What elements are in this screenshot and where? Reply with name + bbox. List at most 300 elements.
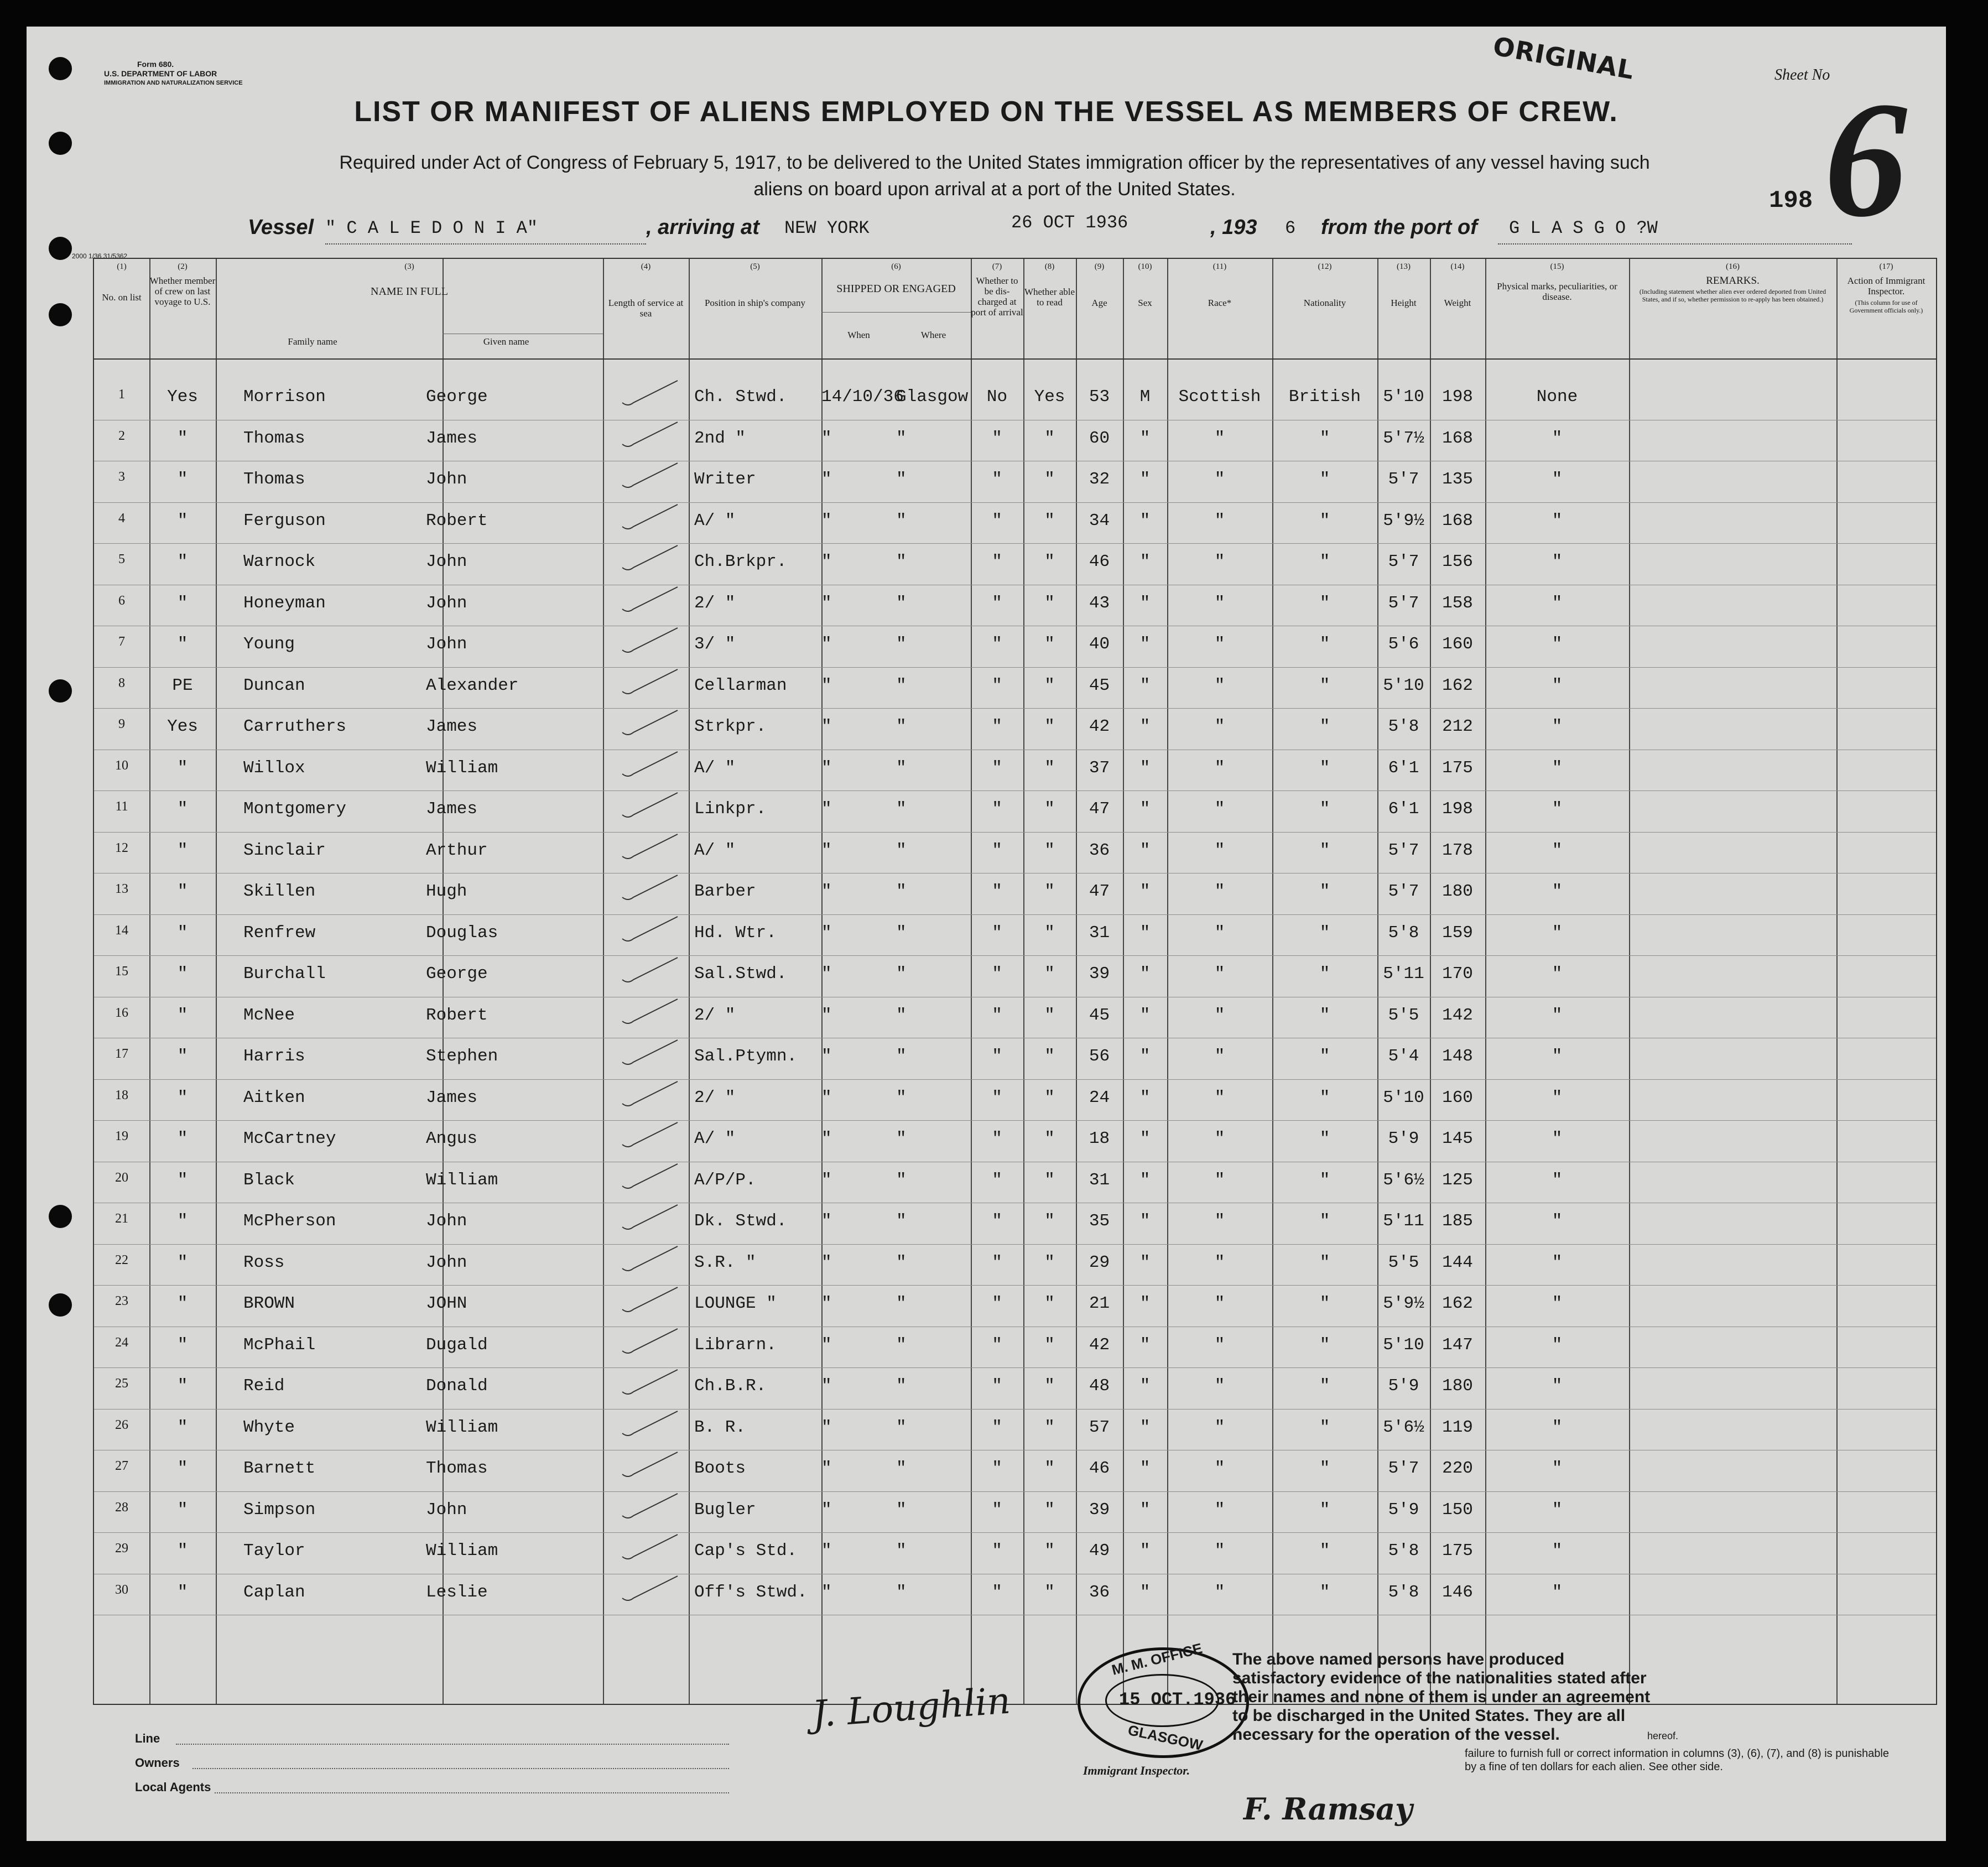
crew-last-voyage: " — [177, 1376, 188, 1396]
service-checkmark — [611, 829, 689, 862]
sex: " — [1139, 799, 1151, 819]
race: " — [1214, 882, 1225, 901]
discharged: " — [992, 552, 1002, 571]
owners-field — [192, 1768, 729, 1769]
shipped-when: 14/10/36 — [821, 387, 904, 407]
crew-last-voyage: " — [177, 552, 188, 571]
height: 5'5 — [1388, 1005, 1419, 1025]
table-row — [94, 1246, 1936, 1288]
table-row — [94, 958, 1936, 999]
given-name: John — [426, 593, 467, 613]
age: 49 — [1089, 1541, 1110, 1561]
original-mark: ORIGINAL — [1491, 31, 1637, 85]
physical-marks: " — [1552, 635, 1563, 654]
able-to-read: " — [1044, 552, 1055, 571]
discharged: " — [992, 1417, 1002, 1437]
shipped-where: " — [896, 1376, 907, 1396]
family-name: Thomas — [243, 470, 305, 489]
discharged: " — [992, 923, 1002, 943]
table-row — [94, 793, 1936, 834]
shipped-when: " — [821, 428, 832, 448]
discharged: " — [992, 1088, 1002, 1107]
height: 5'9½ — [1383, 1294, 1424, 1313]
sex: M — [1139, 387, 1151, 407]
from-port: G L A S G O ?W — [1509, 218, 1658, 238]
race: " — [1214, 1294, 1225, 1313]
crew-last-voyage: " — [177, 1129, 188, 1148]
col-race-header: Race* — [1208, 298, 1232, 308]
vessel-underline — [325, 243, 646, 245]
height: 5'9 — [1388, 1376, 1419, 1396]
family-name: Taylor — [243, 1541, 305, 1561]
discharged: " — [992, 1335, 1002, 1355]
discharged: " — [992, 428, 1002, 448]
discharged: " — [992, 1294, 1002, 1313]
weight: 198 — [1442, 387, 1473, 407]
discharged: " — [992, 1129, 1002, 1148]
family-name: Whyte — [243, 1417, 295, 1437]
physical-marks: " — [1552, 511, 1563, 531]
given-name: Robert — [426, 1005, 488, 1025]
sex: " — [1139, 1047, 1151, 1066]
sex: " — [1139, 635, 1151, 654]
table-row — [94, 422, 1936, 464]
print-code: 2000 1/36 31/5362 — [72, 252, 128, 260]
height: 5'9 — [1388, 1129, 1419, 1148]
shipped-when: " — [821, 717, 832, 736]
sex: " — [1139, 1500, 1151, 1520]
discharged: " — [992, 635, 1002, 654]
punch-hole — [49, 57, 72, 80]
sex: " — [1139, 1252, 1151, 1272]
discharged: " — [992, 470, 1002, 489]
given-name: John — [426, 635, 467, 654]
nationality: " — [1319, 470, 1330, 489]
nationality: " — [1319, 1047, 1330, 1066]
row-number: 15 — [115, 964, 128, 979]
row-number: 21 — [115, 1211, 128, 1226]
age: 42 — [1089, 1335, 1110, 1355]
height: 5'11 — [1383, 1211, 1424, 1231]
discharged: " — [992, 593, 1002, 613]
row-number: 4 — [118, 511, 125, 526]
height: 5'10 — [1383, 1335, 1424, 1355]
race: " — [1214, 1500, 1225, 1520]
height: 5'9 — [1388, 1500, 1419, 1520]
family-name: Morrison — [243, 387, 326, 407]
position: LOUNGE " — [694, 1294, 777, 1313]
row-number: 12 — [115, 840, 128, 855]
shipped-when: " — [821, 1582, 832, 1602]
crew-last-voyage: " — [177, 964, 188, 984]
shipped-where: " — [896, 428, 907, 448]
shipped-where: " — [896, 1500, 907, 1520]
weight: 180 — [1442, 882, 1473, 901]
table-row — [94, 999, 1936, 1041]
able-to-read: " — [1044, 882, 1055, 901]
family-name: Warnock — [243, 552, 316, 571]
shipped-when: " — [821, 1541, 832, 1561]
race: " — [1214, 758, 1225, 778]
race: " — [1214, 799, 1225, 819]
given-name: William — [426, 1170, 498, 1190]
shipped-where: " — [896, 1335, 907, 1355]
physical-marks: " — [1552, 882, 1563, 901]
age: 56 — [1089, 1047, 1110, 1066]
given-name: James — [426, 799, 478, 819]
service-checkmark — [611, 1076, 689, 1109]
from-port-underline — [1498, 243, 1852, 245]
crew-last-voyage: PE — [172, 675, 193, 695]
weight: 142 — [1442, 1005, 1473, 1025]
age: 39 — [1089, 964, 1110, 984]
col-read-header: Whether able to read — [1024, 287, 1075, 308]
shipped-when: " — [821, 511, 832, 531]
stamp-bottom-text: GLASGOW — [1126, 1722, 1204, 1754]
table-row — [94, 710, 1936, 752]
family-name: Young — [243, 635, 295, 654]
crew-last-voyage: " — [177, 1459, 188, 1478]
page-number: 198 — [1769, 187, 1813, 215]
given-name: John — [426, 552, 467, 571]
weight: 156 — [1442, 552, 1473, 571]
physical-marks: " — [1552, 428, 1563, 448]
given-name: George — [426, 387, 488, 407]
vessel-name: " C A L E D O N I A" — [325, 218, 538, 238]
race: " — [1214, 1005, 1225, 1025]
nationality: " — [1319, 799, 1330, 819]
shipped-where: " — [896, 799, 907, 819]
race: " — [1214, 1335, 1225, 1355]
shipped-where: " — [896, 1294, 907, 1313]
punch-hole — [49, 237, 72, 260]
given-name: Hugh — [426, 882, 467, 901]
fine-prefix: hereof. — [1647, 1730, 1679, 1741]
position: Ch.B.R. — [694, 1376, 767, 1396]
family-name: Simpson — [243, 1500, 316, 1520]
sex: " — [1139, 1459, 1151, 1478]
shipped-where: " — [896, 923, 907, 943]
able-to-read: " — [1044, 717, 1055, 736]
row-number: 3 — [118, 470, 125, 484]
age: 42 — [1089, 717, 1110, 736]
shipped-where: " — [896, 717, 907, 736]
able-to-read: " — [1044, 1252, 1055, 1272]
physical-marks: " — [1552, 799, 1563, 819]
able-to-read: " — [1044, 1129, 1055, 1148]
race: " — [1214, 1376, 1225, 1396]
height: 5'8 — [1388, 717, 1419, 736]
race: " — [1214, 593, 1225, 613]
table-row — [94, 669, 1936, 711]
table-row — [94, 875, 1936, 917]
shipped-when: " — [821, 923, 832, 943]
shipped-where: " — [896, 1459, 907, 1478]
shipped-where: " — [896, 470, 907, 489]
shipped-when: " — [821, 1129, 832, 1148]
weight: 180 — [1442, 1376, 1473, 1396]
height: 5'10 — [1383, 387, 1424, 407]
service-checkmark — [611, 1199, 689, 1232]
row-number: 26 — [115, 1417, 128, 1432]
table-row — [94, 1287, 1936, 1329]
able-to-read: " — [1044, 1541, 1055, 1561]
discharged: " — [992, 964, 1002, 984]
discharged: " — [992, 882, 1002, 901]
sex: " — [1139, 1376, 1151, 1396]
position: Sal.Stwd. — [694, 964, 787, 984]
able-to-read: " — [1044, 1294, 1055, 1313]
height: 5'7½ — [1383, 428, 1424, 448]
discharged: " — [992, 1376, 1002, 1396]
punch-hole — [49, 679, 72, 703]
sex: " — [1139, 470, 1151, 489]
family-name: Duncan — [243, 675, 305, 695]
weight: 212 — [1442, 717, 1473, 736]
row-number: 23 — [115, 1294, 128, 1308]
shipped-where: " — [896, 1005, 907, 1025]
shipped-when: " — [821, 1047, 832, 1066]
given-name: William — [426, 1541, 498, 1561]
service-checkmark — [611, 952, 689, 985]
given-name: Robert — [426, 511, 488, 531]
table-row — [94, 1329, 1936, 1370]
race: " — [1214, 1252, 1225, 1272]
col-remarks-header: REMARKS. — [1706, 275, 1760, 287]
age: 57 — [1089, 1417, 1110, 1437]
able-to-read: " — [1044, 799, 1055, 819]
nationality: " — [1319, 882, 1330, 901]
row-number: 22 — [115, 1252, 128, 1267]
given-name: William — [426, 1417, 498, 1437]
crew-table: (1) (2) (3) (4) (5) (6) (7) (8) (9) (10) (11) (12) (13) (14) (15) (16) (17) No. on list Whether member of crew on last voyage to U.S. NAME IN FULL Family name Given name Length of service at sea Position in ship's company SHIPPED OR ENGAGED When Where Whether to be dis-charged at port of arrival Whether able to read Age Sex Race* Nationality Height Weight Physical marks, peculiarities, or disease. REMARKS. (Including statement whether alien ever ordered deported from United States, and if so, whether permission to re-apply has been obtained.) Action of Immigrant Inspector. (This column for use of Government officials only.) 1 Yes Morrison George Ch. Stwd. 14/10/36 Glasgow No Yes 53 M Scottish British 5'10 198 None 2 " Thomas James 2nd " " " " " 60 " " " 5'7½ 168 " 3 " Thomas John Writer " " " " 32 " " " 5'7 135 " 4 " Ferguson Robert A/ " " " " " 34 " " " 5'9½ 168 " 5 " Warnock John Ch.Brkpr. " " " " 46 " " " 5'7 156 " 6 " Honeyman John 2/ " " " " " 43 " " " 5'7 158 " 7 " Young John 3/ " " " " " 40 " " " 5'6 160 " 8 PE Duncan Alexander Cellarman " " " " 45 " " " 5'10 162 " 9 Yes Carruthers James Strkpr. " " " " 42 " " " 5'8 212 " 10 " Willox William A/ " " " " " 37 " " " 6'1 175 " 11 " Montgomery James Linkpr. " " " " 47 " " " 6'1 198 " 12 " Sinclair Arthur A/ " " " " " 36 " " " 5'7 178 " 13 " Skillen Hugh Barber " " " " 47 " " " 5'7 180 " 14 " Renfrew Douglas Hd. Wtr. " " " " 31 " " " 5'8 159 " 15 " Burchall George Sal.Stwd. " " " " 39 " " " 5'11 170 " 16 " McNee Robert 2/ " " " " " 45 " " " 5'5 142 " 17 " Harris Stephen Sal.Ptymn. " " " " 56 " " " 5'4 148 " 18 " Aitken James 2/ " " " " " 24 " " " 5'10 160 " 19 " McCartney Angus A/ " " " " " 18 " " " 5'9 145 " 20 " Black William A/P/P. " " " " 31 " " " 5'6½ 125 " 21 " McPherson John Dk. Stwd. " " " " 35 " " " 5'11 185 " 22 " Ross John S.R. " " " " " 29 " " " 5'5 144 " 23 " BROWN JOHN LOUNGE " " " " " 21 " " " 5'9½ 162 " 24 " McPhail Dugald Librarn. " " " " 42 " " " 5'10 147 " 25 " Reid Donald Ch.B.R. " " " " 48 " " " 5'9 180 " 26 " Whyte William B. R. " " " " 57 " " " 5'6½ 119 " 27 " Barnett Thomas Boots " " " " 46 " " " 5'7 220 " 28 " Simpson John Bugler " " " " 39 " " " 5'9 150 " 29 " Taylor William Cap's Std. " " " " 49 " " " 5'8 175 " 30 " Caplan Leslie Off's Stwd. " " " " 36 " " " 5'8 146 " — [93, 258, 1937, 1705]
sheet-label: Sheet No — [1774, 66, 1830, 84]
table-row — [94, 1370, 1936, 1411]
shipped-where: " — [896, 675, 907, 695]
height: 5'6½ — [1383, 1417, 1424, 1437]
physical-marks: " — [1552, 675, 1563, 695]
given-name: Angus — [426, 1129, 478, 1148]
family-name: McPherson — [243, 1211, 336, 1231]
table-row — [94, 1205, 1936, 1246]
age: 24 — [1089, 1088, 1110, 1107]
given-name: Donald — [426, 1376, 488, 1396]
nationality: " — [1319, 1294, 1330, 1313]
weight: 119 — [1442, 1417, 1473, 1437]
discharged: " — [992, 799, 1002, 819]
service-checkmark — [611, 664, 689, 697]
race: " — [1214, 717, 1225, 736]
physical-marks: " — [1552, 1088, 1563, 1107]
crew-last-voyage: " — [177, 1211, 188, 1231]
family-name: Montgomery — [243, 799, 347, 819]
owners-label: Owners — [135, 1756, 180, 1770]
family-name: McNee — [243, 1005, 295, 1025]
position: Boots — [694, 1459, 746, 1478]
row-number: 17 — [115, 1047, 128, 1061]
able-to-read: " — [1044, 1500, 1055, 1520]
shipped-where: " — [896, 1541, 907, 1561]
able-to-read: " — [1044, 1170, 1055, 1190]
row-number: 16 — [115, 1005, 128, 1020]
given-name: James — [426, 1088, 478, 1107]
shipped-where: " — [896, 593, 907, 613]
table-row — [94, 587, 1936, 628]
able-to-read: " — [1044, 1047, 1055, 1066]
crew-last-voyage: " — [177, 428, 188, 448]
crew-last-voyage: " — [177, 1582, 188, 1602]
family-name: Honeyman — [243, 593, 326, 613]
race: " — [1214, 923, 1225, 943]
crew-last-voyage: " — [177, 1088, 188, 1107]
race: " — [1214, 428, 1225, 448]
weight: 150 — [1442, 1500, 1473, 1520]
race: Scottish — [1178, 387, 1261, 407]
weight: 148 — [1442, 1047, 1473, 1066]
crew-last-voyage: " — [177, 799, 188, 819]
crew-last-voyage: " — [177, 1541, 188, 1561]
able-to-read: " — [1044, 840, 1055, 860]
sex: " — [1139, 1211, 1151, 1231]
row-number: 11 — [115, 799, 128, 814]
crew-last-voyage: " — [177, 1294, 188, 1313]
position: Librarn. — [694, 1335, 777, 1355]
able-to-read: " — [1044, 675, 1055, 695]
fine-notice: failure to furnish full or correct information in columns (3), (6), (7), and (8) is punishable by a fine of ten dollars for each alien. See other side. — [1465, 1748, 1889, 1773]
given-name: John — [426, 470, 467, 489]
weight: 175 — [1442, 758, 1473, 778]
age: 60 — [1089, 428, 1110, 448]
col-no-header: No. on list — [102, 292, 142, 303]
position: Off's Stwd. — [694, 1582, 808, 1602]
discharged: " — [992, 1047, 1002, 1066]
weight: 125 — [1442, 1170, 1473, 1190]
race: " — [1214, 635, 1225, 654]
col-height-header: Height — [1391, 298, 1417, 308]
row-number: 25 — [115, 1376, 128, 1391]
given-name: John — [426, 1211, 467, 1231]
family-name: Skillen — [243, 882, 316, 901]
position: B. R. — [694, 1417, 746, 1437]
given-name: John — [426, 1500, 467, 1520]
service-checkmark — [611, 1117, 689, 1150]
weight: 146 — [1442, 1582, 1473, 1602]
discharged: " — [992, 1541, 1002, 1561]
table-row — [94, 1164, 1936, 1205]
position: 2/ " — [694, 593, 736, 613]
row-number: 28 — [115, 1500, 128, 1515]
race: " — [1214, 1459, 1225, 1478]
form-identifier — [104, 60, 243, 88]
col-remarks-note: (Including statement whether alien ever ordered deported from United States, and if so, whether permission to re-apply has been obtained.) — [1639, 288, 1826, 303]
nationality: " — [1319, 1500, 1330, 1520]
nationality: " — [1319, 1459, 1330, 1478]
discharged: " — [992, 1211, 1002, 1231]
service-checkmark — [611, 1406, 689, 1439]
position: Cap's Std. — [694, 1541, 798, 1561]
able-to-read: " — [1044, 470, 1055, 489]
physical-marks: " — [1552, 1211, 1563, 1231]
shipped-where: " — [896, 1211, 907, 1231]
shipped-when: " — [821, 1376, 832, 1396]
row-number: 19 — [115, 1129, 128, 1143]
shipped-when: " — [821, 675, 832, 695]
nationality: " — [1319, 1005, 1330, 1025]
age: 18 — [1089, 1129, 1110, 1148]
col-age-header: Age — [1091, 298, 1107, 308]
discharged: " — [992, 1582, 1002, 1602]
position: 2/ " — [694, 1005, 736, 1025]
age: 36 — [1089, 1582, 1110, 1602]
shipped-where: " — [896, 1129, 907, 1148]
crew-last-voyage: " — [177, 593, 188, 613]
sex: " — [1139, 1088, 1151, 1107]
height: 5'8 — [1388, 1541, 1419, 1561]
race: " — [1214, 1211, 1225, 1231]
sex: " — [1139, 1335, 1151, 1355]
discharged: " — [992, 717, 1002, 736]
year-label: , 193 — [1210, 216, 1257, 239]
row-number: 8 — [118, 675, 125, 690]
given-name: JOHN — [426, 1294, 467, 1313]
discharged: " — [992, 758, 1002, 778]
weight: 159 — [1442, 923, 1473, 943]
discharged: " — [992, 511, 1002, 531]
shipped-when: " — [821, 1211, 832, 1231]
service-checkmark — [611, 540, 689, 573]
crew-last-voyage: " — [177, 758, 188, 778]
given-name: Arthur — [426, 840, 488, 860]
col-when-header: When — [847, 330, 870, 340]
line-label: Line — [135, 1731, 160, 1745]
family-name: Thomas — [243, 428, 305, 448]
col-where-header: Where — [920, 330, 946, 340]
nationality: " — [1319, 1582, 1330, 1602]
height: 6'1 — [1388, 799, 1419, 819]
race: " — [1214, 470, 1225, 489]
able-to-read: " — [1044, 428, 1055, 448]
manifest-sheet — [27, 27, 1946, 1841]
table-row — [94, 1122, 1936, 1164]
col-crew-header: Whether member of crew on last voyage to U.S. — [149, 275, 216, 307]
race: " — [1214, 1582, 1225, 1602]
weight: 135 — [1442, 470, 1473, 489]
physical-marks: " — [1552, 1005, 1563, 1025]
physical-marks: " — [1552, 1335, 1563, 1355]
vessel-label: Vessel — [248, 216, 314, 239]
shipped-when: " — [821, 882, 832, 901]
shipped-when: " — [821, 593, 832, 613]
crew-last-voyage: Yes — [167, 387, 198, 407]
service-checkmark — [611, 1447, 689, 1480]
shipped-where: " — [896, 964, 907, 984]
line-field — [176, 1744, 729, 1745]
arriving-label: , arriving at — [646, 216, 759, 239]
shipped-when: " — [821, 1088, 832, 1107]
nationality: " — [1319, 675, 1330, 695]
service-checkmark — [611, 417, 689, 450]
able-to-read: " — [1044, 1417, 1055, 1437]
col-weight-header: Weight — [1444, 298, 1471, 308]
col-marks-header: Physical marks, peculiarities, or disease. — [1497, 281, 1617, 302]
position: 2/ " — [694, 1088, 736, 1107]
discharged: " — [992, 1005, 1002, 1025]
service-checkmark — [611, 1282, 689, 1315]
age: 35 — [1089, 1211, 1110, 1231]
sex: " — [1139, 552, 1151, 571]
physical-marks: " — [1552, 1252, 1563, 1272]
weight: 144 — [1442, 1252, 1473, 1272]
